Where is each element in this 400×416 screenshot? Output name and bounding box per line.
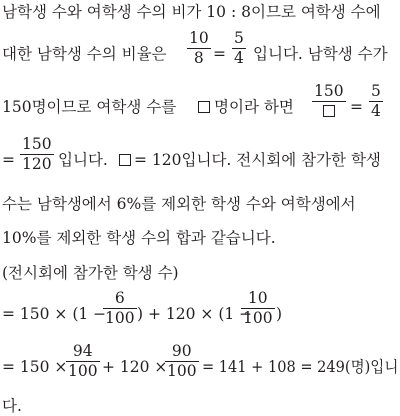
text-line-8b: ) + 120 × (1 − — [137, 305, 253, 323]
fraction-denominator: 120 — [22, 155, 52, 173]
text-line-8a: = 150 × (1 − — [2, 305, 107, 323]
text-line-4b: = 120입니다. 전시회에 참가한 학생 — [134, 151, 381, 169]
fraction-numerator: 10 — [247, 289, 268, 307]
text-line-9c: = 141 + 108 = 249(명)입니 — [202, 358, 399, 376]
text-line-2b: 입니다. 남학생 수가 — [253, 45, 388, 63]
fraction-numerator: 5 — [234, 29, 244, 47]
fraction-5-over-4 — [369, 83, 383, 120]
fraction-denominator: 4 — [371, 102, 381, 120]
text-line-3a: 150명이므로 여학생 수를 — [2, 98, 177, 116]
equals-sign: = — [2, 151, 15, 169]
equals-sign: = — [350, 98, 363, 116]
fraction-6-over-100 — [103, 290, 137, 327]
fraction-5-over-4 — [232, 30, 246, 67]
text-line-2a: 대한 남학생 수의 비율은 — [2, 45, 167, 63]
fraction-denominator: 100 — [243, 309, 273, 327]
fraction-denominator: 4 — [234, 49, 244, 67]
fraction-150-over-box — [312, 83, 346, 117]
fraction-denominator: 100 — [167, 362, 197, 380]
text-line-3b: 명이라 하면 — [214, 98, 294, 116]
unknown-box-icon — [323, 105, 335, 117]
fraction-150-over-120 — [20, 136, 54, 173]
fraction-94-over-100 — [66, 343, 100, 380]
fraction-numerator: 6 — [114, 289, 125, 307]
text-line-5: 수는 남학생에서 6%를 제외한 학생 수와 여학생에서 — [2, 195, 356, 213]
text-line-7: (전시회에 참가한 학생 수) — [2, 264, 179, 282]
text-line-9a: = 150 × — [2, 358, 68, 376]
fraction-90-over-100 — [165, 343, 199, 380]
fraction-denominator: 100 — [105, 309, 135, 327]
fraction-10-over-100 — [241, 290, 275, 327]
fraction-numerator: 10 — [189, 29, 209, 47]
equals-sign: = — [213, 45, 226, 63]
text-line-6: 10%를 제외한 학생 수의 합과 같습니다. — [2, 229, 276, 247]
unknown-box-icon — [119, 154, 131, 166]
fraction-denominator: 8 — [193, 49, 204, 67]
fraction-numerator: 90 — [171, 342, 192, 360]
fraction-numerator: 94 — [72, 342, 93, 360]
fraction-denominator: 100 — [68, 362, 98, 380]
fraction-10-over-8 — [187, 30, 211, 67]
text-line-1: 남학생 수와 여학생 수의 비가 10 : 8이므로 여학생 수에 — [2, 3, 381, 21]
text-line-8c: ) — [276, 305, 283, 323]
fraction-bar — [312, 101, 346, 102]
fraction-numerator: 5 — [371, 82, 381, 100]
text-line-9b: + 120 × — [102, 358, 168, 376]
fraction-numerator: 150 — [314, 82, 344, 100]
text-line-4a: 입니다. — [58, 151, 108, 169]
unknown-box-icon — [198, 101, 210, 113]
text-line-10: 다. — [2, 397, 22, 415]
fraction-numerator: 150 — [22, 135, 52, 153]
